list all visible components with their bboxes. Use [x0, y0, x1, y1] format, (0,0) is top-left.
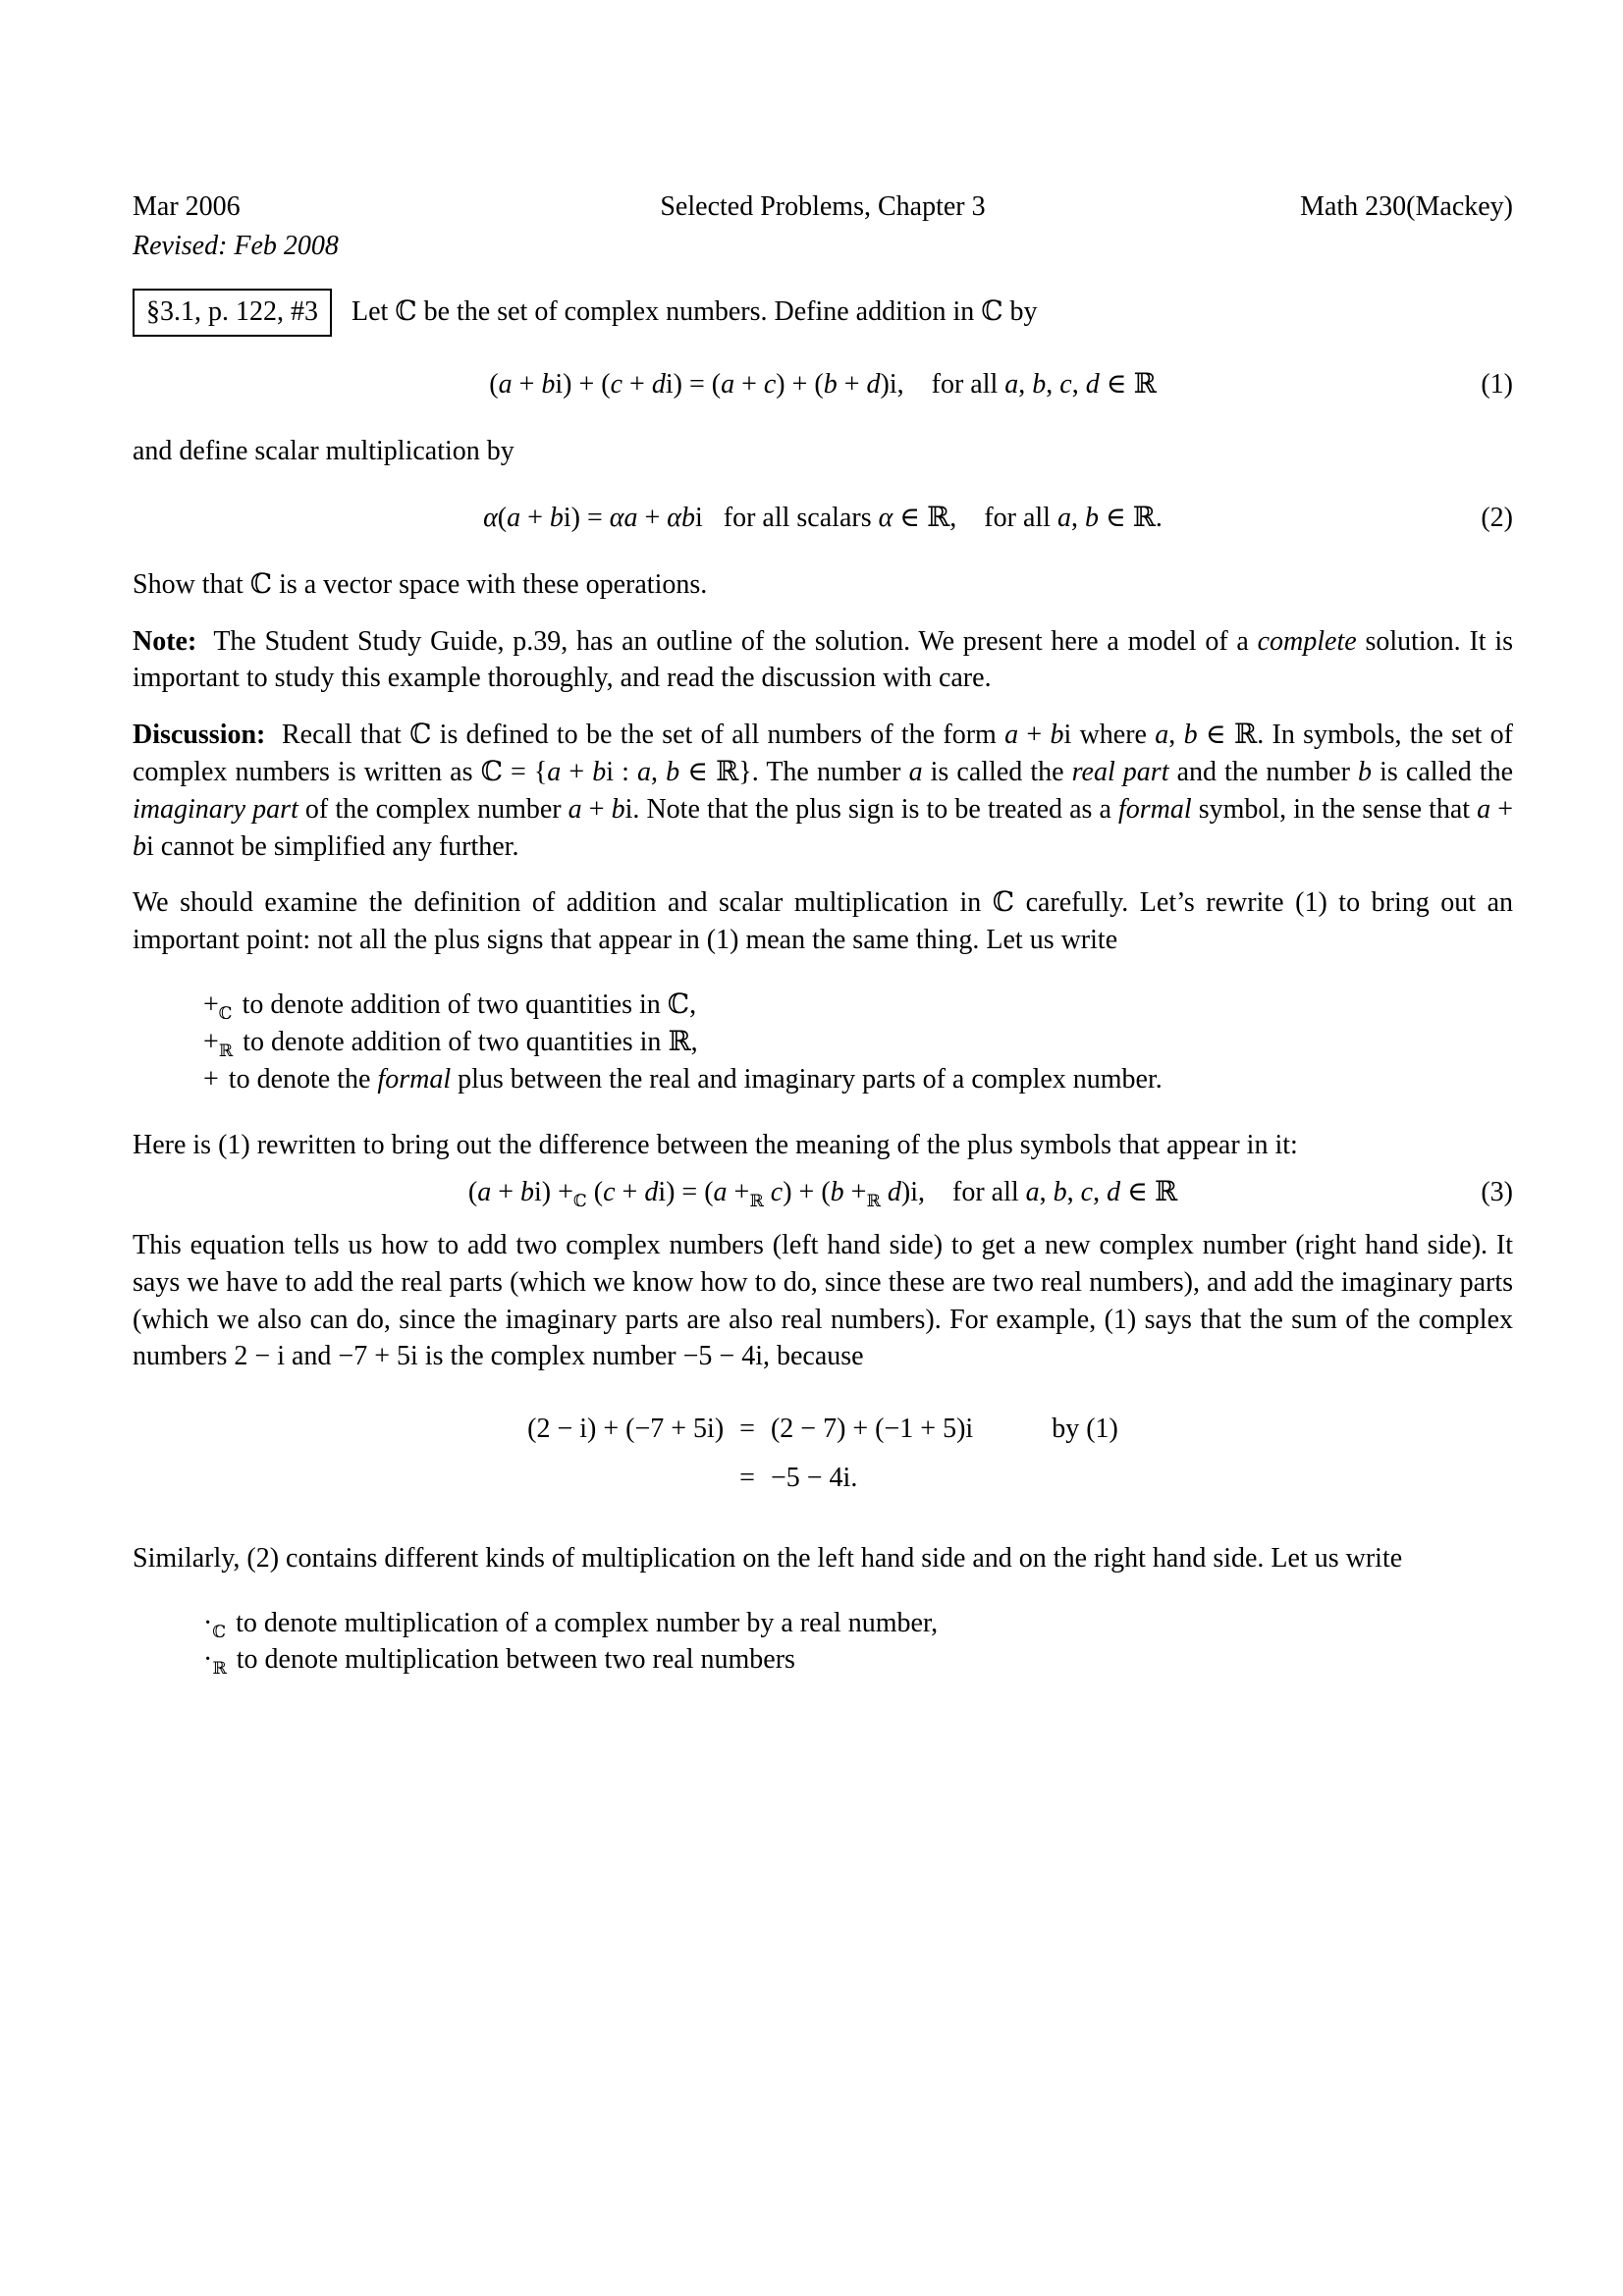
equation-3-body: $(a + bi) +_ℂ$ $(c + di) = (a +_ℝ$ $c) + (b +_ℝ$ d)i, for all a, b, c, d ∈ ℝ — [467, 1177, 1178, 1211]
show-paragraph: Show that ℂ is a vector space with these operations. — [133, 568, 708, 600]
equation-2-label: (2) — [1481, 502, 1513, 533]
list-item-text: to denote multiplication of a complex number by a real number, — [236, 1607, 939, 1638]
list-item — [203, 1061, 1513, 1098]
plus-complex-symbol: $+_ℂ$ — [203, 988, 233, 1024]
list-item-text: to denote addition of two quantities in ℂ, — [242, 988, 697, 1020]
worked-row1-lhs: (2 − i) + (−7 + 5i) — [527, 1414, 725, 1445]
worked-row2-rhs: −5 − 4i. — [770, 1462, 858, 1493]
examine-paragraph: We should examine the definition of addition and scalar multiplication in ℂ carefully. Let’s rewrite (1) to bring out an important point: not all the plus signs that appear in (1) mean the same thing. Let us write — [133, 887, 1513, 956]
note-paragraph: Note: The Student Study Guide, p.39, has an outline of the solution. We present here a model of a complete solution. It is important to study this example thoroughly, and read the discussion with care. — [133, 625, 1513, 694]
document-header — [133, 188, 1513, 226]
dot-complex-symbol: $\cdot_ℂ$ — [203, 1607, 227, 1641]
tells-paragraph: This equation tells us how to add two complex numbers (left hand side) to get a new complex number (right hand side). It says we have to add the real parts (which we know how to do, since these are two real numbers), and add the imaginary parts (which we also can do, since the imaginary parts are also real numbers). For example, (1) says that the sum of the complex numbers 2 − i and −7 + 5i is the complex number −5 − 4i, because — [133, 1229, 1513, 1372]
equation-3 — [133, 1174, 1513, 1211]
equation-1 — [133, 366, 1513, 403]
plus-real-symbol: $+_ℝ$ — [203, 1026, 234, 1060]
header-course: Math 230(Mackey) — [1300, 191, 1513, 222]
header-title: Selected Problems, Chapter 3 — [660, 191, 986, 222]
equation-2-body: α(a + bi) = αa + αbi for all scalars α ∈ ℝ, for all a, b ∈ ℝ. — [483, 502, 1163, 533]
worked-row1-justification: by (1) — [1052, 1414, 1118, 1445]
list-item — [203, 1641, 1513, 1679]
header-date: Mar 2006 — [133, 191, 241, 222]
scalar-mult-paragraph: and define scalar multiplication by — [133, 436, 514, 467]
worked-row1-rhs: (2 − 7) + (−1 + 5)i — [770, 1414, 974, 1445]
equation-3-label: (3) — [1481, 1177, 1513, 1208]
list-item-text: to denote multiplication between two real numbers — [236, 1644, 795, 1676]
dot-real-symbol: $\cdot_ℝ$ — [203, 1644, 227, 1679]
list-item-text: to denote the formal plus between the real and imaginary parts of a complex number. — [228, 1063, 1163, 1095]
list-item — [203, 1024, 1513, 1061]
here-paragraph: Here is (1) rewritten to bring out the difference between the meaning of the plus symbols that appear in it: — [133, 1130, 1298, 1161]
problem-intro-text: Let ℂ be the set of complex numbers. Define addition in ℂ by — [352, 295, 1038, 327]
equation-1-body: (a + bi) + (c + di) = (a + c) + (b + d)i, for all a, b, c, d ∈ ℝ — [489, 369, 1157, 400]
worked-example-grid — [527, 1411, 1118, 1497]
list-item — [203, 1605, 1513, 1642]
problem-number-box: §3.1, p. 122, #3 — [133, 289, 332, 338]
equation-1-label: (1) — [1481, 369, 1513, 400]
header-revised-note: Revised: Feb 2008 — [133, 230, 339, 261]
dot-notation-list — [133, 1605, 1513, 1680]
worked-row1-equals: = — [739, 1414, 755, 1445]
similarly-paragraph: Similarly, (2) contains different kinds of multiplication on the left hand side and on the right hand side. Let us write — [133, 1542, 1403, 1574]
discussion-paragraph: Discussion: Recall that ℂ is defined to be the set of all numbers of the form a + bi where a, b ∈ ℝ. In symbols, the set of complex numbers is written as ℂ = {a + bi : a, b ∈ ℝ}. The number a is called the real part and the number b is called the imaginary part of the complex number a + bi. Note that the plus sign is to be treated as a formal symbol, in the sense that a + bi cannot be simplified any further. — [133, 720, 1514, 862]
list-item-text: to denote addition of two quantities in ℝ, — [243, 1026, 698, 1057]
plus-notation-list — [133, 987, 1513, 1097]
list-item — [203, 987, 1513, 1024]
equation-2 — [133, 500, 1513, 537]
worked-example — [133, 1411, 1513, 1497]
worked-row2-equals: = — [739, 1462, 755, 1493]
plus-formal-symbol: + — [203, 1063, 219, 1095]
problem-statement-row — [133, 289, 1513, 338]
